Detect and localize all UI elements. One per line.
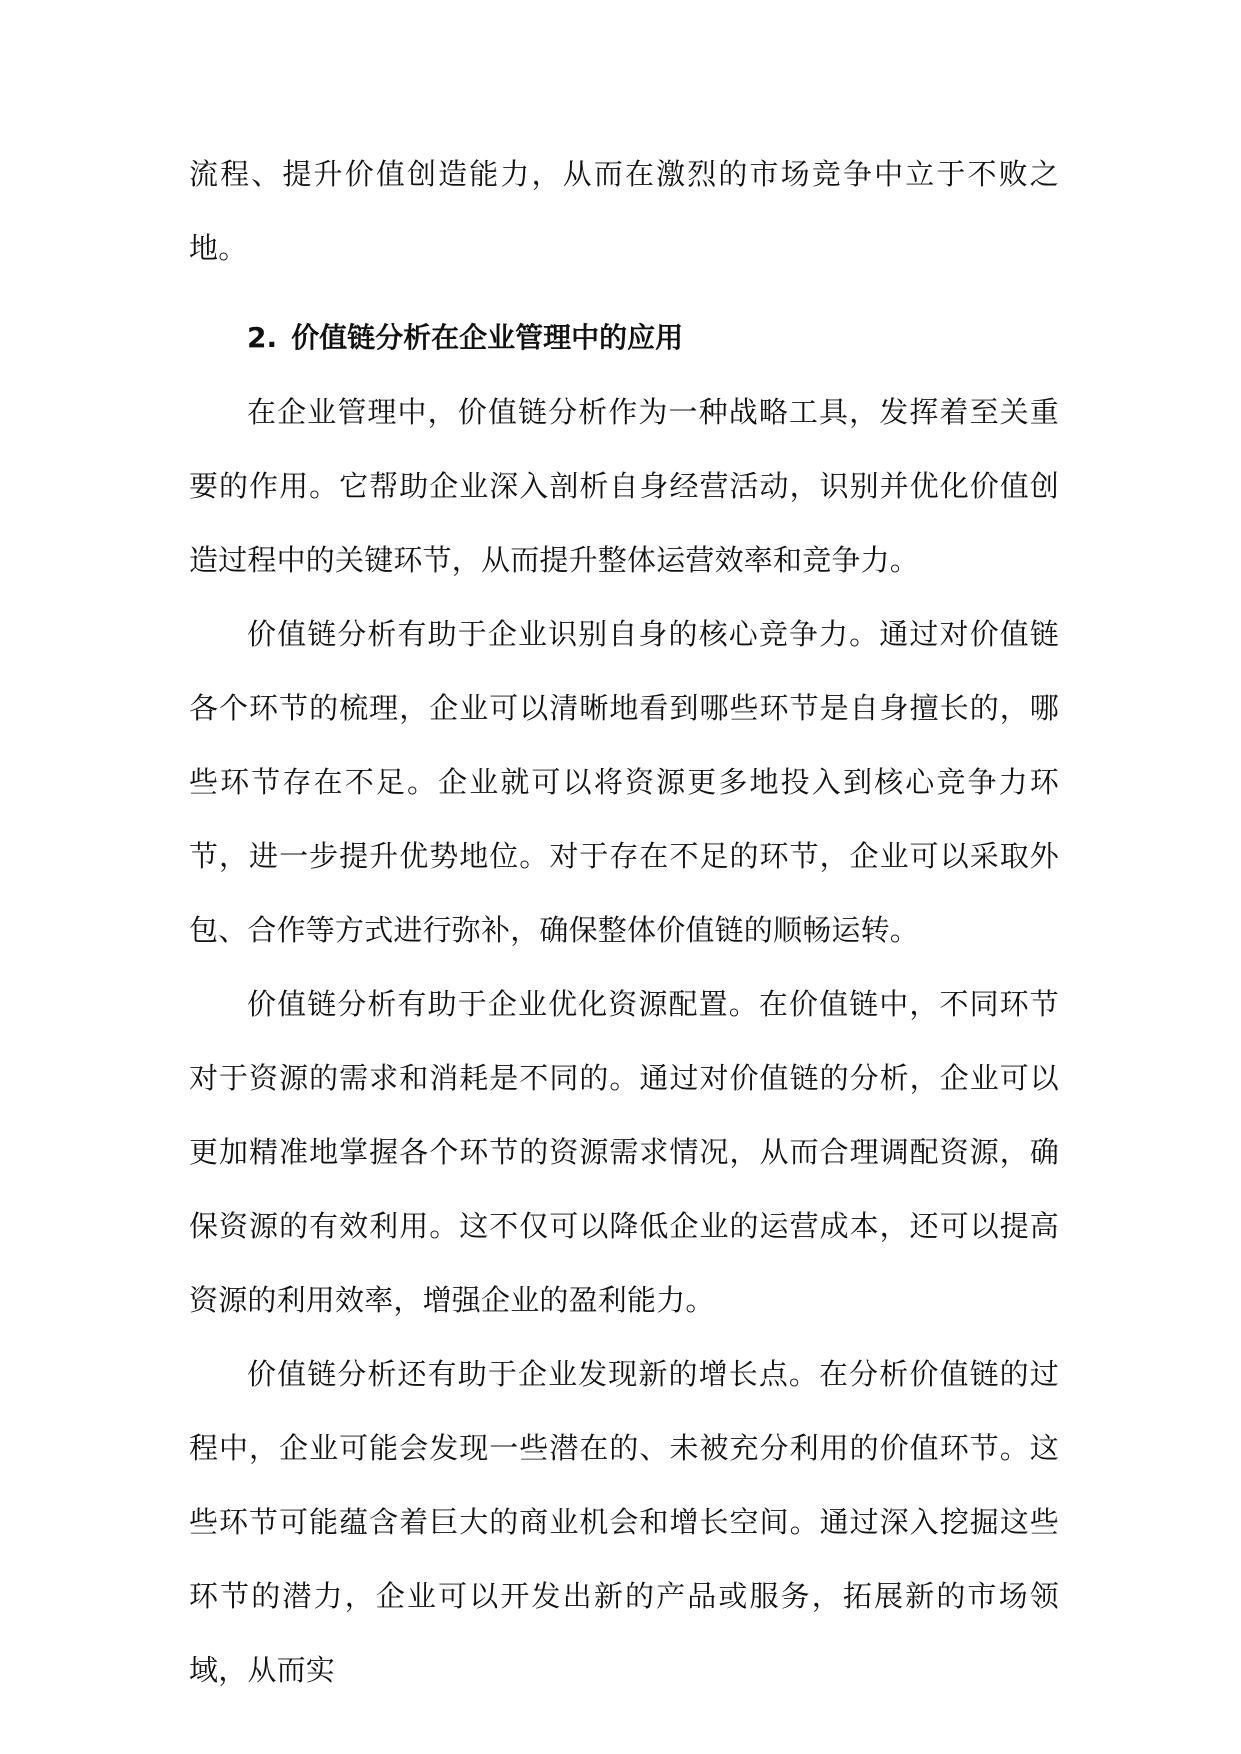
section-heading	[189, 301, 1059, 375]
document-body	[189, 137, 1059, 1707]
paragraph-1: 在企业管理中，价值链分析作为一种战略工具，发挥着至关重要的作用。它帮助企业深入剖析自身经营活动，识别并优化价值创造过程中的关键环节，从而提升整体运营效率和竞争力。	[189, 395, 1059, 577]
section-number: 2.	[247, 321, 278, 354]
paragraph-2: 价值链分析有助于企业识别自身的核心竞争力。通过对价值链各个环节的梳理，企业可以清晰地看到哪些环节是自身擅长的，哪些环节存在不足。企业就可以将资源更多地投入到核心竞争力环节，进一步提升优势地位。对于存在不足的环节，企业可以采取外包、合作等方式进行弥补，确保整体价值链的顺畅运转。	[189, 617, 1059, 947]
section-title: 价值链分析在企业管理中的应用	[291, 321, 684, 354]
continuation-paragraph: 流程、提升价值创造能力，从而在激烈的市场竞争中立于不败之地。	[189, 157, 1059, 265]
paragraph-4: 价值链分析还有助于企业发现新的增长点。在分析价值链的过程中，企业可能会发现一些潜在的、未被充分利用的价值环节。这些环节可能蕴含着巨大的商业机会和增长空间。通过深入挖掘这些环节的潜力，企业可以开发出新的产品或服务，拓展新的市场领域，从而实	[189, 1357, 1059, 1687]
paragraph-3: 价值链分析有助于企业优化资源配置。在价值链中，不同环节对于资源的需求和消耗是不同的。通过对价值链的分析，企业可以更加精准地掌握各个环节的资源需求情况，从而合理调配资源，确保资源的有效利用。这不仅可以降低企业的运营成本，还可以提高资源的利用效率，增强企业的盈利能力。	[189, 987, 1059, 1317]
